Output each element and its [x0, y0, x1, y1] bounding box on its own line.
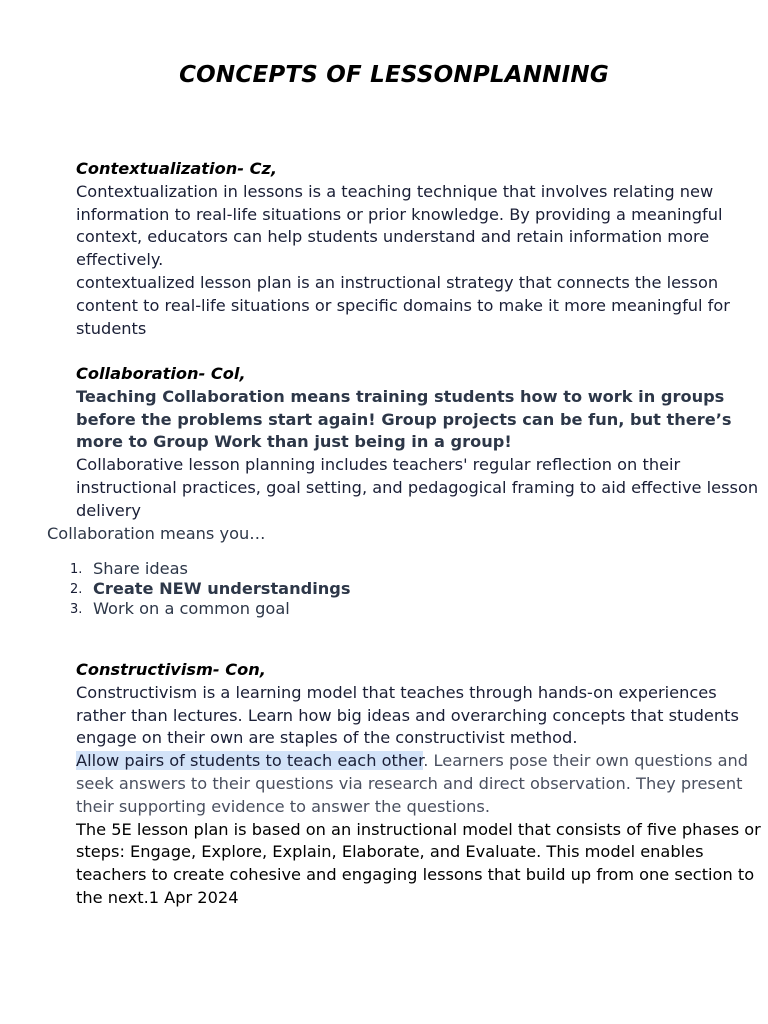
highlighted-text[interactable]: Allow pairs of students to teach each other — [76, 751, 424, 771]
list-item-text: Share ideas — [93, 559, 188, 578]
collaboration-heading: Collaboration- Col, — [76, 364, 246, 383]
collaboration-section — [76, 363, 764, 523]
constructivism-heading: Constructivism- Con, — [76, 660, 266, 679]
contextualization-paragraph-1: Contextualization in lessons is a teaching technique that involves relating new information to real-life situations or prior knowledge. By providing a meaningful context, educators can help students understand and retain information more effectively. — [76, 181, 723, 270]
contextualization-section — [76, 158, 764, 340]
list-item-text: Create NEW understandings — [93, 579, 351, 598]
contextualization-paragraph-2: contextualized lesson plan is an instructional strategy that connects the lesson content to real-life situations or specific domains to make it more meaningful for students — [76, 272, 730, 338]
constructivism-section — [76, 659, 764, 910]
list-item-number: 3. — [70, 602, 83, 617]
constructivism-paragraph-3: The 5E lesson plan is based on an instructional model that consists of five phases or steps: Engage, Explore, Explain, Elaborate, and Evaluate. This model enables teachers to create cohesive and engaging lessons that build up from one section to the next.1 Apr 2024 — [76, 819, 761, 907]
constructivism-paragraph-1: Constructivism is a learning model that teaches through hands-on experiences rather than lectures. Learn how big ideas and overarching concepts that students engage on their own are staples of the constructivist method. — [76, 682, 739, 748]
list-item — [70, 599, 351, 619]
constructivism-paragraph-2-rest: . Learners pose their own questions and seek answers to their questions via research and direct observation. They present their supporting evidence to answer the questions. — [76, 751, 749, 816]
list-item-number: 1. — [70, 562, 83, 577]
list-item — [70, 559, 351, 579]
collaboration-paragraph: Collaborative lesson planning includes teachers' regular reflection on their instructional practices, goal setting, and pedagogical framing to aid effective lesson delivery — [76, 455, 759, 520]
constructivism-paragraph-2 — [76, 750, 764, 818]
list-item — [70, 579, 351, 599]
document-title: CONCEPTS OF LESSONPLANNING — [179, 62, 609, 88]
collaboration-intro: Collaboration means you… — [47, 524, 266, 543]
list-item-number: 2. — [70, 582, 83, 597]
collaboration-bold-paragraph: Teaching Collaboration means training students how to work in groups before the problems start again! Group projects can be fun, but there’s more to Group Work than just being in a group! — [76, 386, 732, 452]
contextualization-heading: Contextualization- Cz, — [76, 159, 278, 178]
collaboration-steps-list — [70, 559, 351, 619]
list-item-text: Work on a common goal — [93, 599, 290, 618]
